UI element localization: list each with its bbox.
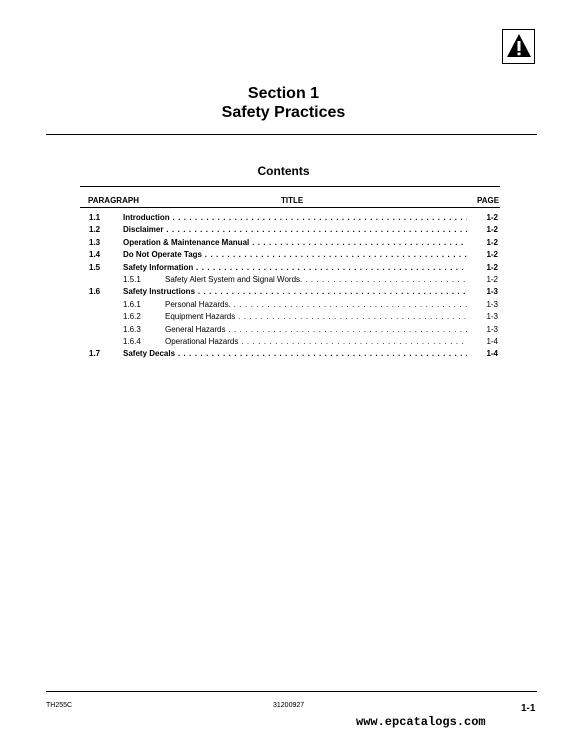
toc-title: Do Not Operate Tags . . . <box>123 249 467 261</box>
section-title: Safety Practices <box>221 104 346 121</box>
toc-number: 1.2 <box>89 225 101 235</box>
toc-subentry[interactable] <box>80 324 500 336</box>
column-header-page: PAGE <box>477 196 500 205</box>
toc-entry[interactable] <box>80 348 500 360</box>
toc-number: 1.6 <box>89 287 101 297</box>
toc-number: 1.1 <box>89 213 101 222</box>
toc-number: 1.6.1 <box>123 299 141 309</box>
toc-subentry[interactable] <box>80 299 500 311</box>
toc-page: 1-2 <box>486 237 498 247</box>
footer-divider <box>46 691 537 692</box>
toc-page: 1-3 <box>486 287 498 297</box>
header-divider <box>46 134 537 135</box>
toc-entry[interactable] <box>80 249 500 261</box>
section-label: Section 1 <box>247 85 320 102</box>
toc-number: 1.6.3 <box>123 324 141 334</box>
column-header-title: TITLE <box>281 196 304 205</box>
toc-page: 1-2 <box>486 225 498 235</box>
toc-title: Operation & Maintenance Manual . . . <box>123 237 467 249</box>
warning-badge <box>502 29 535 64</box>
toc-subentry[interactable] <box>80 311 500 323</box>
contents-top-divider <box>80 186 500 187</box>
toc-number: 1.4 <box>89 250 101 260</box>
toc-subentry[interactable] <box>80 336 500 348</box>
column-header-divider <box>80 207 500 208</box>
toc-page: 1-2 <box>486 274 498 284</box>
toc-title: Personal Hazards. . . . <box>165 299 467 311</box>
toc-number: 1.3 <box>89 237 101 247</box>
toc-number: 1.6.2 <box>123 312 141 322</box>
toc-title: Disclaimer . . . <box>123 224 467 236</box>
toc-title: Safety Information . . . <box>123 262 467 274</box>
toc-entry[interactable] <box>80 286 500 298</box>
toc-title: Equipment Hazards . . . <box>165 311 467 323</box>
toc-page: 1-2 <box>486 262 498 272</box>
toc-title: Operational Hazards . . . <box>165 336 467 348</box>
table-of-contents <box>80 212 500 361</box>
toc-title: Safety Decals . . . <box>123 348 467 360</box>
footer-doc-number: 31200927 <box>273 702 305 709</box>
column-header-paragraph: PARAGRAPH <box>88 196 139 205</box>
toc-page: 1-4 <box>486 349 498 359</box>
toc-page: 1-4 <box>486 336 498 346</box>
toc-page: 1-3 <box>486 312 498 322</box>
toc-number: 1.5 <box>89 262 101 272</box>
toc-page: 1-2 <box>486 250 498 260</box>
toc-page: 1-3 <box>486 299 498 309</box>
toc-entry[interactable] <box>80 237 500 249</box>
footer-model: TH255C <box>46 702 73 709</box>
toc-number: 1.5.1 <box>123 274 141 284</box>
toc-entry[interactable] <box>80 224 500 236</box>
toc-title: Introduction . . . <box>123 212 467 224</box>
toc-title: Safety Alert System and Signal Words. . . . <box>165 274 467 286</box>
toc-title: Safety Instructions . . . <box>123 286 467 298</box>
toc-page: 1-3 <box>486 324 498 334</box>
toc-entry[interactable] <box>80 262 500 274</box>
toc-title: General Hazards . . . <box>165 324 467 336</box>
toc-number: 1.7 <box>89 349 101 359</box>
footer-page-number: 1-1 <box>521 703 536 714</box>
warning-triangle-icon <box>506 33 532 59</box>
toc-page: 1-2 <box>486 213 498 222</box>
toc-number: 1.6.4 <box>123 336 141 346</box>
footer-watermark: www.epcatalogs.com <box>356 715 486 729</box>
contents-title: Contents <box>257 164 310 178</box>
toc-subentry[interactable] <box>80 274 500 286</box>
toc-entry[interactable] <box>80 212 500 224</box>
